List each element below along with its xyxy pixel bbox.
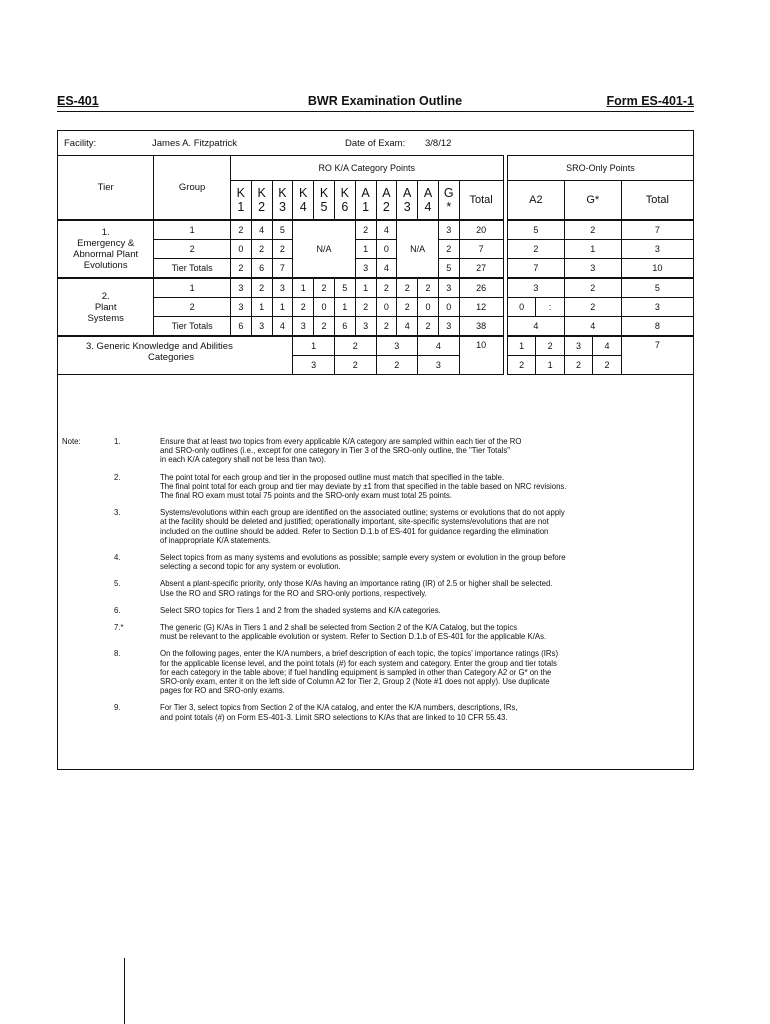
- col-k4: K 4: [293, 181, 314, 221]
- col-a1: A 1: [355, 181, 376, 221]
- tier3-row-bottom: 3 2 2 3 2 1 2 2: [58, 356, 694, 375]
- note-1: Note: 1. Ensure that at least two topics from every applicable K/A category are sampled within each tier of the RO and SRO-only outlines (i.e., except for one category in Tier 3 of the SRO-only outline, the "Tier Totals" in each K/A category shall not be less than two).: [62, 437, 522, 465]
- tier1-label: 1. Emergency & Abnormal Plant Evolutions: [58, 220, 154, 278]
- tier1-a3-a4-na: N/A: [397, 220, 439, 278]
- tier3-label: 3. Generic Knowledge and Abilities Categories: [58, 336, 293, 375]
- col-k3: K 3: [272, 181, 293, 221]
- note-9: 9. For Tier 3, select topics from Section 2 of the K/A catalog, and enter the K/A numbers, descriptions, IRs, and point totals (#) on Form ES-401-3. Limit SRO selections to K/As that are linked to 10 CFR 55.43.: [114, 703, 518, 722]
- note-6: 6. Select SRO topics for Tiers 1 and 2 from the shaded systems and K/A categories.: [114, 605, 441, 615]
- tier1-group2-row: 2 0 2 2 1 0 2 7 2 1 3: [58, 240, 694, 259]
- tier3-row-top: 3. Generic Knowledge and Abilities Categories 1 2 3 4 10 1 2 3 4 7: [58, 336, 694, 356]
- notes-label: Note:: [62, 437, 81, 446]
- col-k6: K 6: [334, 181, 355, 221]
- page-title: BWR Examination Outline: [307, 94, 463, 108]
- header-rule: [57, 111, 694, 112]
- group-header: Group: [154, 156, 231, 221]
- col-k1: K 1: [230, 181, 251, 221]
- col-k2: K 2: [251, 181, 272, 221]
- note-2: 2. The point total for each group and tier in the proposed outline must match that specified in the table. The final point total for each group and tier may deviate by ±1 from that specified in the table based on NRC revisions. The final RO exam must total 75 points and the SRO-only exam must total 25 points.: [114, 472, 567, 501]
- tier1-group1-row: 1. Emergency & Abnormal Plant Evolutions 1 2 4 5 N/A 2 4 N/A 3 20 5 2 7: [58, 220, 694, 240]
- form-code: ES-401: [57, 94, 99, 108]
- tier2-totals-row: Tier Totals 6 3 4 3 2 6 3 2 4 2 3 38 4 4 8: [58, 317, 694, 337]
- note-3: 3. Systems/evolutions within each group are identified on the associated outline; systems or evolutions that do not apply at the facility should be deleted and justified; operationally important, site-specific systems/evolutions that are not included on the outline should be added. Refer to Section D.1.b of ES-401 for guidance regarding the elimination of inappropriate K/A statements.: [114, 508, 565, 545]
- col-sro-total: Total: [621, 181, 693, 221]
- col-k5: K 5: [314, 181, 335, 221]
- col-sro-g: G*: [564, 181, 621, 221]
- ro-header: RO K/A Category Points: [230, 156, 503, 181]
- tier-header: Tier: [58, 156, 154, 221]
- tier1-totals-row: Tier Totals 2 6 7 3 4 5 27 7 3 10: [58, 259, 694, 279]
- tier2-group2-row: 2 3 1 1 2 0 1 2 0 2 0 0 12 0 : 2 3: [58, 298, 694, 317]
- tier2-label: 2. Plant Systems: [58, 278, 154, 336]
- col-sro-a2: A2: [507, 181, 564, 221]
- col-a3: A 3: [397, 181, 418, 221]
- tier1-k4-k6-na: N/A: [293, 220, 355, 278]
- form-number: Form ES-401-1: [606, 94, 694, 108]
- note-4: 4. Select topics from as many systems and evolutions as possible; sample every system or evolution in the group before selecting a second topic for any system or evolution.: [114, 553, 566, 572]
- tier2-group1-row: 2. Plant Systems 1 3 2 3 1 2 5 1 2 2 2 3 26 3 2 5: [58, 278, 694, 298]
- notes-section: [62, 437, 688, 730]
- margin-line: [124, 958, 125, 1024]
- date-label: Date of Exam:: [345, 138, 406, 149]
- header-row-top: [58, 156, 694, 181]
- exam-date: 3/8/12: [425, 138, 452, 149]
- col-a4: A 4: [418, 181, 439, 221]
- col-ro-total: Total: [459, 181, 503, 221]
- col-a2: A 2: [376, 181, 397, 221]
- note-8: 8. On the following pages, enter the K/A numbers, a brief description of each topic, the topics' importance ratings (IRs) for the applicable license level, and the point totals (#) for each system and category. Enter the group and tier totals for each category in the table above; if fuel handling equipment is sampled in other than Category A2 or G* on the SRO-only exam, enter it on the left side of Column A2 for Tier 2, Group 2 (Note #1 does not apply). Use duplicate pages for RO and SRO-only exams.: [114, 649, 559, 696]
- note-5: 5. Absent a plant-specific priority, only those K/As having an importance rating (IR) of 2.5 or higher shall be selected. Use the RO and SRO ratings for the RO and SRO-only portions, respectively.: [114, 579, 553, 598]
- col-g: G *: [438, 181, 459, 221]
- sro-header: SRO-Only Points: [507, 156, 693, 181]
- facility-name: James A. Fitzpatrick: [152, 138, 237, 149]
- note-7: 7.* The generic (G) K/As in Tiers 1 and 2 shall be selected from Section 2 of the K/A Catalog, but the topics must be relevant to the applicable evolution or system. Refer to Section D.1.b of ES-401 for the applicable K/As.: [114, 623, 547, 642]
- examination-outline-table: [57, 155, 694, 375]
- facility-label: Facility:: [64, 138, 97, 149]
